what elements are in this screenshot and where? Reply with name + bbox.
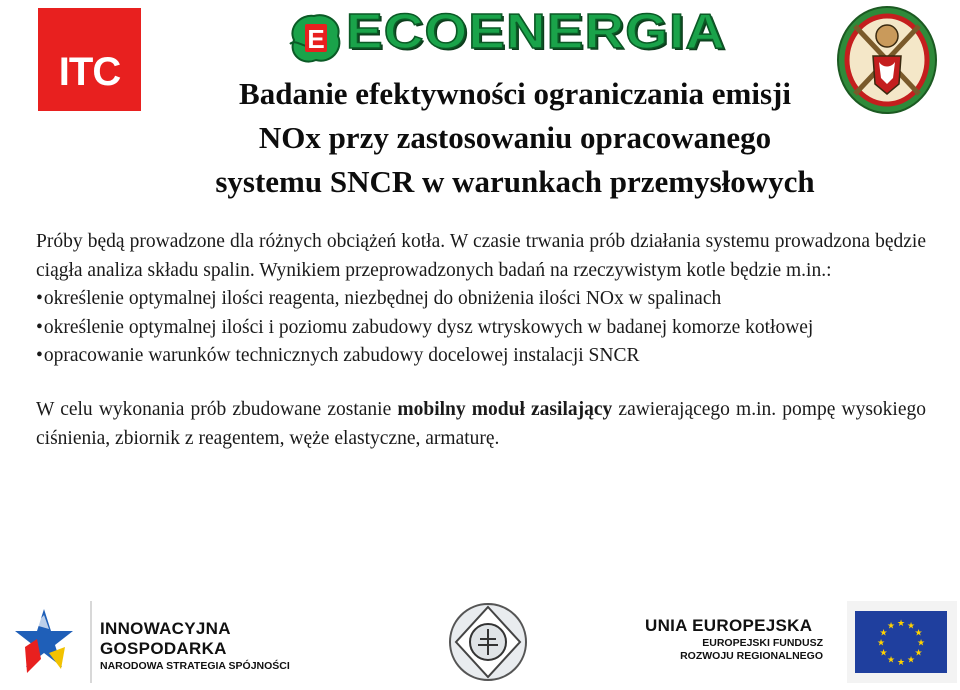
bullet-icon: • — [36, 316, 43, 338]
innowacyjna-gospodarka-logo — [100, 619, 290, 673]
svg-text:★: ★ — [886, 655, 896, 666]
bullet-icon: • — [36, 345, 43, 367]
innowacyjna-gospodarka-star-icon — [15, 607, 73, 675]
list-item — [36, 285, 926, 314]
institution-seal-icon — [448, 601, 528, 683]
svg-text:★: ★ — [896, 619, 906, 629]
closing-paragraph — [36, 396, 926, 453]
eu-flag-icon — [855, 611, 947, 673]
ue-line-3: ROZWOJU REGIONALNEGO — [680, 650, 823, 662]
closing-text-start: W celu wykonania prób zbudowane zostanie — [36, 398, 398, 420]
ue-line-1: UNIA EUROPEJSKA — [645, 616, 813, 635]
bullet-icon: • — [36, 288, 43, 310]
itc-logo-text: ITC — [58, 50, 121, 94]
ig-line-3: NARODOWA STRATEGIA SPÓJNOŚCI — [100, 660, 290, 672]
ecoenergia-logo — [286, 5, 727, 68]
footer-logos — [0, 597, 960, 690]
svg-text:★: ★ — [896, 658, 906, 668]
svg-text:★: ★ — [906, 655, 916, 666]
title-line-1: Badanie efektywności ograniczania emisji — [239, 76, 791, 111]
list-item — [36, 314, 926, 343]
ue-line-2: EUROPEJSKI FUNDUSZ — [702, 637, 823, 649]
results-list — [36, 285, 926, 371]
svg-text:★: ★ — [914, 648, 923, 659]
list-item-text: określenie optymalnej ilości reagenta, niezbędnej do obniżenia ilości NOx w spalinach — [43, 288, 722, 310]
ecoenergia-mark-letter: E — [307, 24, 325, 54]
title-line-2: NOx przy zastosowaniu opracowanego — [258, 120, 772, 155]
svg-text:★: ★ — [879, 628, 888, 639]
svg-text:★: ★ — [914, 628, 923, 639]
ig-line-2: GOSPODARKA — [100, 639, 227, 658]
svg-text:★: ★ — [879, 648, 888, 659]
closing-text-bold: mobilny moduł zasilający — [397, 398, 613, 420]
footer-divider — [90, 601, 92, 683]
svg-text:★: ★ — [886, 621, 896, 632]
svg-text:★: ★ — [876, 638, 886, 649]
ig-line-1: INNOWACYJNA — [100, 619, 231, 638]
ecoenergia-leaf-icon — [286, 10, 346, 66]
title-line-3: systemu SNCR w warunkach przemysłowych — [215, 164, 815, 199]
closing-text-end: zawierającego m.in. pompę wysokiego ciśnienia, zbiornik z reagentem, węże elastyczne, armaturę. — [36, 398, 926, 449]
svg-text:★: ★ — [916, 638, 926, 649]
list-item-text: określenie optymalnej ilości i poziomu zabudowy dysz wtryskowych w badanej komorze kotłowej — [43, 316, 814, 338]
list-item — [36, 342, 926, 371]
list-item-text: opracowanie warunków technicznych zabudowy docelowej instalacji SNCR — [43, 345, 640, 367]
ecoenergia-text: ECOENERGIA — [346, 5, 727, 59]
page-title — [100, 72, 930, 204]
body-text — [36, 228, 926, 453]
intro-paragraph: Próby będą prowadzone dla różnych obciążeń kotła. W czasie trwania prób działania systemu prowadzona będzie ciągła analiza składu spalin. Wynikiem przeprowadzonych badań na rzeczywistym kotle będzie m.in.: — [36, 231, 926, 281]
unia-europejska-logo — [645, 615, 823, 663]
svg-text:★: ★ — [906, 621, 916, 632]
